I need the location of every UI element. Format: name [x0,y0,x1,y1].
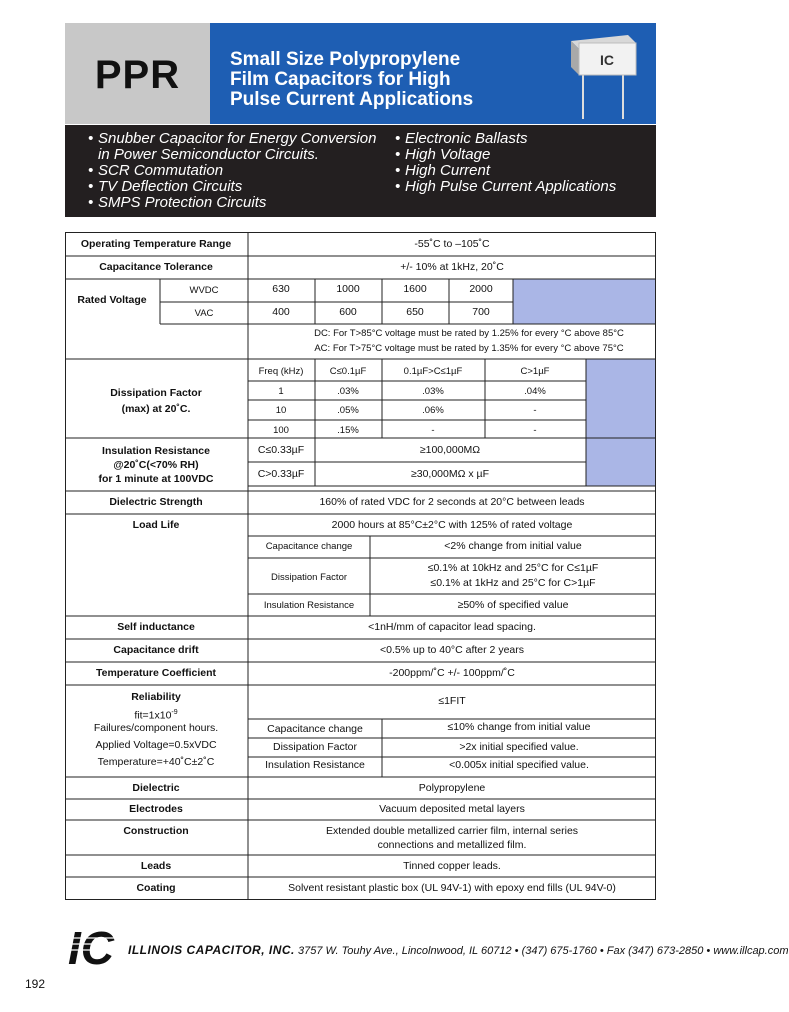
construction-value: Extended double metallized carrier film, internal series [325,825,579,837]
title-line-3: Pulse Current Applications [230,89,474,110]
df-cell: - [533,405,537,416]
title-line-1: Small Size Polypropylene [230,49,461,70]
cap-tol-value: +/- 10% at 1kHz, 20˚C [400,261,504,273]
ll-cap-change-label: Capacitance change [265,541,353,552]
title-line-2: Film Capacitors for High [230,69,451,90]
df-cell: .06% [422,405,444,416]
wvdc-value: 2000 [469,283,493,295]
df-cell: 1 [278,386,284,397]
specification-table [65,232,656,900]
wvdc-value: 1000 [336,283,360,295]
rel-df-value: >2x initial specified value. [459,741,579,753]
dielectric-strength-label: Dielectric Strength [109,496,203,508]
wvdc-value: 630 [272,283,290,295]
capacitor-product-image [566,31,642,121]
capacitor-logo: IC [600,52,614,68]
self-inductance-label: Self inductance [117,621,195,633]
df-cell: .05% [337,405,359,416]
df-cell: - [431,425,435,436]
company-logo-mark: IC [68,922,114,974]
feature-item: • TV Deflection Circuits [88,178,243,195]
company-name: ILLINOIS CAPACITOR, INC. [128,943,295,957]
vac-value: 650 [406,306,424,318]
vac-label: VAC [194,308,214,319]
rel-df-label: Dissipation Factor [272,741,358,753]
insulation-sublabel: @20˚C(<70% RH) [113,459,199,471]
dc-derating-note: DC: For T>85°C voltage must be rated by 1.25% for every °C above 85°C [314,328,624,339]
feature-item: • SMPS Protection Circuits [88,194,267,211]
df-header: C>1µF [520,366,550,377]
rel-cap-change-label: Capacitance change [267,723,363,735]
construction-value: connections and metallized film. [377,839,527,851]
rel-ir-label: Insulation Resistance [265,759,365,771]
df-header: 0.1µF>C≤1µF [403,366,463,377]
ac-derating-note: AC: For T>75°C voltage must be rated by 1.35% for every °C above 75°C [314,343,624,354]
rel-ir-value: <0.005x initial specified value. [449,759,589,771]
feature-item: • SCR Commutation [88,162,224,179]
df-cell: .03% [422,386,444,397]
coating-label: Coating [136,882,176,894]
reliability-line: Applied Voltage=0.5xVDC [95,739,217,751]
ll-ir-label: Insulation Resistance [263,600,355,611]
cap-tol-label: Capacitance Tolerance [99,261,213,273]
dissipation-sublabel: (max) at 20˚C. [121,403,191,415]
ir-cell: ≥100,000MΩ [419,444,481,456]
df-cell: .04% [524,386,546,397]
feature-item: • Snubber Capacitor for Energy Conversion [88,130,377,147]
rel-cap-change-value: ≤10% change from initial value [447,721,591,733]
op-temp-label: Operating Temperature Range [80,238,232,250]
rated-voltage-label: Rated Voltage [77,294,147,306]
df-cell: .03% [337,386,359,397]
leads-value: Tinned copper leads. [403,860,501,872]
feature-item: in Power Semiconductor Circuits. [98,146,319,163]
load-life-label: Load Life [132,519,180,531]
reliability-line: Temperature=+40˚C±2˚C [97,756,215,768]
insulation-sublabel: for 1 minute at 100VDC [98,473,214,485]
temp-coeff-value: -200ppm/˚C +/- 100ppm/˚C [389,667,515,679]
load-life-value: 2000 hours at 85°C±2°C with 125% of rated voltage [331,519,573,531]
electrodes-label: Electrodes [129,803,183,815]
df-cell: - [533,425,537,436]
company-contact [128,943,789,957]
page-number: 192 [25,977,46,991]
reliability-label: Reliability [131,691,181,703]
df-header: C≤0.1µF [329,366,367,377]
df-header: Freq (kHz) [258,366,304,377]
electrodes-value: Vacuum deposited metal layers [379,803,525,815]
ir-cell: C≤0.33µF [257,444,305,456]
ll-ir-value: ≥50% of specified value [457,599,569,611]
series-code: PPR [94,53,181,97]
dielectric-label: Dielectric [132,782,180,794]
product-title [230,50,473,110]
feature-item: • High Voltage [395,146,491,163]
ll-df-value: ≤0.1% at 10kHz and 25°C for C≤1µF [427,562,599,574]
ll-cap-change-value: <2% change from initial value [444,540,582,552]
coating-value: Solvent resistant plastic box (UL 94V-1) with epoxy end fills (UL 94V-0) [288,882,616,894]
ll-df-value: ≤0.1% at 1kHz and 25°C for C>1µF [430,577,596,589]
construction-label: Construction [123,825,189,837]
ir-cell: ≥30,000MΩ x µF [410,468,490,480]
dielectric-value: Polypropylene [418,782,486,794]
vac-value: 700 [472,306,490,318]
reliability-fit: $fit=1x10^{-9}$ [134,709,178,722]
reliability-line: Failures/component hours. [93,722,219,734]
company-logo-icon [66,918,126,974]
feature-item: • High Current [395,162,491,179]
cap-drift-value: <0.5% up to 40°C after 2 years [380,644,524,656]
insulation-label: Insulation Resistance [102,445,210,457]
feature-item: • High Pulse Current Applications [395,178,617,195]
df-cell: 10 [275,405,287,416]
dielectric-strength-value: 160% of rated VDC for 2 seconds at 20°C between leads [319,496,585,508]
series-code-panel [65,23,210,124]
reliability-value: ≤1FIT [438,695,466,707]
ll-df-label: Dissipation Factor [270,572,348,583]
cap-drift-label: Capacitance drift [113,644,199,656]
leads-label: Leads [140,860,172,872]
self-inductance-value: <1nH/mm of capacitor lead spacing. [368,621,536,633]
df-cell: 100 [273,425,289,436]
feature-list [65,125,656,217]
vac-value: 600 [339,306,357,318]
feature-item: • Electronic Ballasts [395,130,528,147]
vac-value: 400 [272,306,290,318]
op-temp-value: -55˚C to –105˚C [414,238,490,250]
title-panel [210,23,656,124]
df-cell: .15% [337,425,359,436]
company-address: 3757 W. Touhy Ave., Lincolnwood, IL 60712 • (347) 675-1760 • Fax (347) 673-2850 • www.illcap.com [297,945,789,957]
temp-coeff-label: Temperature Coefficient [96,667,216,679]
wvdc-label: WVDC [189,285,219,296]
dissipation-label: Dissipation Factor [110,387,202,399]
ir-cell: C>0.33µF [257,468,305,480]
wvdc-value: 1600 [403,283,427,295]
